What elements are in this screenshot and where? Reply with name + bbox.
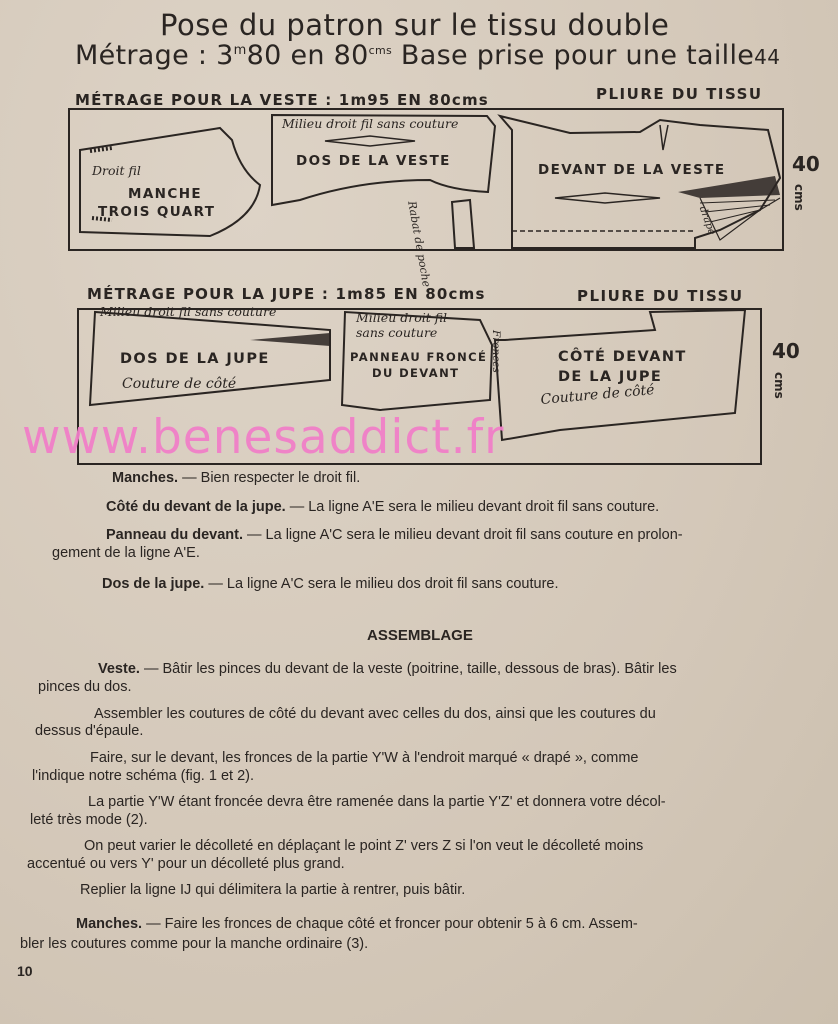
note-skirt-back: Dos de la jupe. — La ligne A'C sera le milieu dos droit fil sans couture.: [102, 576, 559, 592]
assembly-p6: Replier la ligne IJ qui délimitera la partie à rentrer, puis bâtir.: [80, 882, 466, 898]
skirt-width-value: 40: [772, 339, 800, 363]
jacket-back-label: DOS DE LA VESTE: [296, 153, 451, 169]
assembly-jacket-1: Veste. — Bâtir les pinces du devant de la veste (poitrine, taille, dessous de bras). Bâtir les: [98, 661, 677, 677]
pocket-flap-label: Rabat de poche: [405, 200, 434, 289]
jacket-width-unit: cms: [792, 184, 806, 211]
assembly-p3-l2: l'indique notre schéma (fig. 1 et 2).: [32, 768, 254, 784]
panel-label-1: PANNEAU FRONCÉ: [350, 350, 488, 364]
panel-center-note-1: Milieu droit fil: [356, 310, 448, 325]
note-skirt-front-side: Côté du devant de la jupe. — La ligne A'E sera le milieu devant droit fil sans couture.: [106, 499, 660, 515]
jacket-fold-label: PLIURE DU TISSU: [596, 85, 763, 103]
sleeve-label-1: MANCHE: [128, 186, 203, 202]
assembly-p2-l1: Assembler les coutures de côté du devant avec celles du dos, ainsi que les coutures du: [94, 706, 656, 722]
note-front-panel-cont: gement de la ligne A'E.: [52, 545, 200, 561]
skirt-back-center-note: Milieu droit fil sans couture: [100, 304, 277, 319]
panel-center-note-2: sans couture: [356, 325, 438, 340]
assembly-jacket-1b: pinces du dos.: [38, 679, 132, 695]
note-front-panel: Panneau du devant. — La ligne A'C sera le milieu devant droit fil sans couture en prolon-: [106, 527, 683, 543]
sleeve-label-2: TROIS QUART: [98, 204, 216, 220]
page-title: Pose du patron sur le tissu double: [160, 8, 670, 42]
skirt-fold-label: PLIURE DU TISSU: [577, 287, 744, 305]
skirt-back-dart: [250, 333, 330, 346]
jacket-front-label: DEVANT DE LA VESTE: [538, 162, 726, 178]
assembly-p5-l1: On peut varier le décolleté en déplaçant le point Z' vers Z si l'on veut le décolleté moins: [84, 838, 644, 854]
note-sleeves: Manches. — Bien respecter le droit fil.: [112, 470, 361, 486]
page-number: 10: [17, 963, 33, 979]
skirt-width-unit: cms: [772, 372, 786, 399]
skirt-back-label: DOS DE LA JUPE: [120, 351, 270, 367]
sleeve-grain-label: Droit fil: [92, 163, 141, 178]
jacket-yardage-label: MÉTRAGE POUR LA VESTE : 1m95 EN 80cms: [75, 91, 489, 109]
assembly-p3-l1: Faire, sur le devant, les fronces de la partie Y'W à l'endroit marqué « drapé », comme: [90, 750, 639, 766]
panel-label-2: DU DEVANT: [372, 366, 460, 380]
drape-label: drapé: [696, 205, 718, 237]
front-side-label-2: DE LA JUPE: [558, 369, 663, 385]
jacket-back-center-note: Milieu droit fil sans couture: [282, 116, 459, 131]
assembly-sleeves-l2: bler les coutures comme pour la manche ordinaire (3).: [20, 936, 369, 952]
skirt-yardage-label: MÉTRAGE POUR LA JUPE : 1m85 EN 80cms: [87, 285, 486, 303]
assembly-heading: ASSEMBLAGE: [367, 627, 473, 644]
front-side-label-1: CÔTÉ DEVANT: [558, 349, 687, 365]
gathers-label: Fronces: [490, 330, 502, 373]
size-number: 44: [754, 45, 781, 69]
watermark: www.benesaddict.fr: [22, 410, 505, 465]
front-side-seam: Couture de côté: [540, 382, 656, 408]
assembly-p4-l1: La partie Y'W étant froncée devra être ramenée dans la partie Y'Z' et donnera votre décol-: [88, 794, 666, 810]
skirt-back-side-seam: Couture de côté: [122, 376, 237, 392]
jacket-width-value: 40: [792, 152, 820, 176]
assembly-p4-l2: leté très mode (2).: [30, 812, 148, 828]
assembly-p2-l2: dessus d'épaule.: [35, 723, 144, 739]
assembly-sleeves-l1: Manches. — Faire les fronces de chaque côté et froncer pour obtenir 5 à 6 cm. Assem-: [76, 916, 638, 932]
page-subtitle: Métrage : 3$^m$80 en $80^{cms}$ Base prise pour une taille44: [75, 40, 781, 71]
assembly-p5-l2: accentué ou vers Y' pour un décolleté plus grand.: [27, 856, 345, 872]
